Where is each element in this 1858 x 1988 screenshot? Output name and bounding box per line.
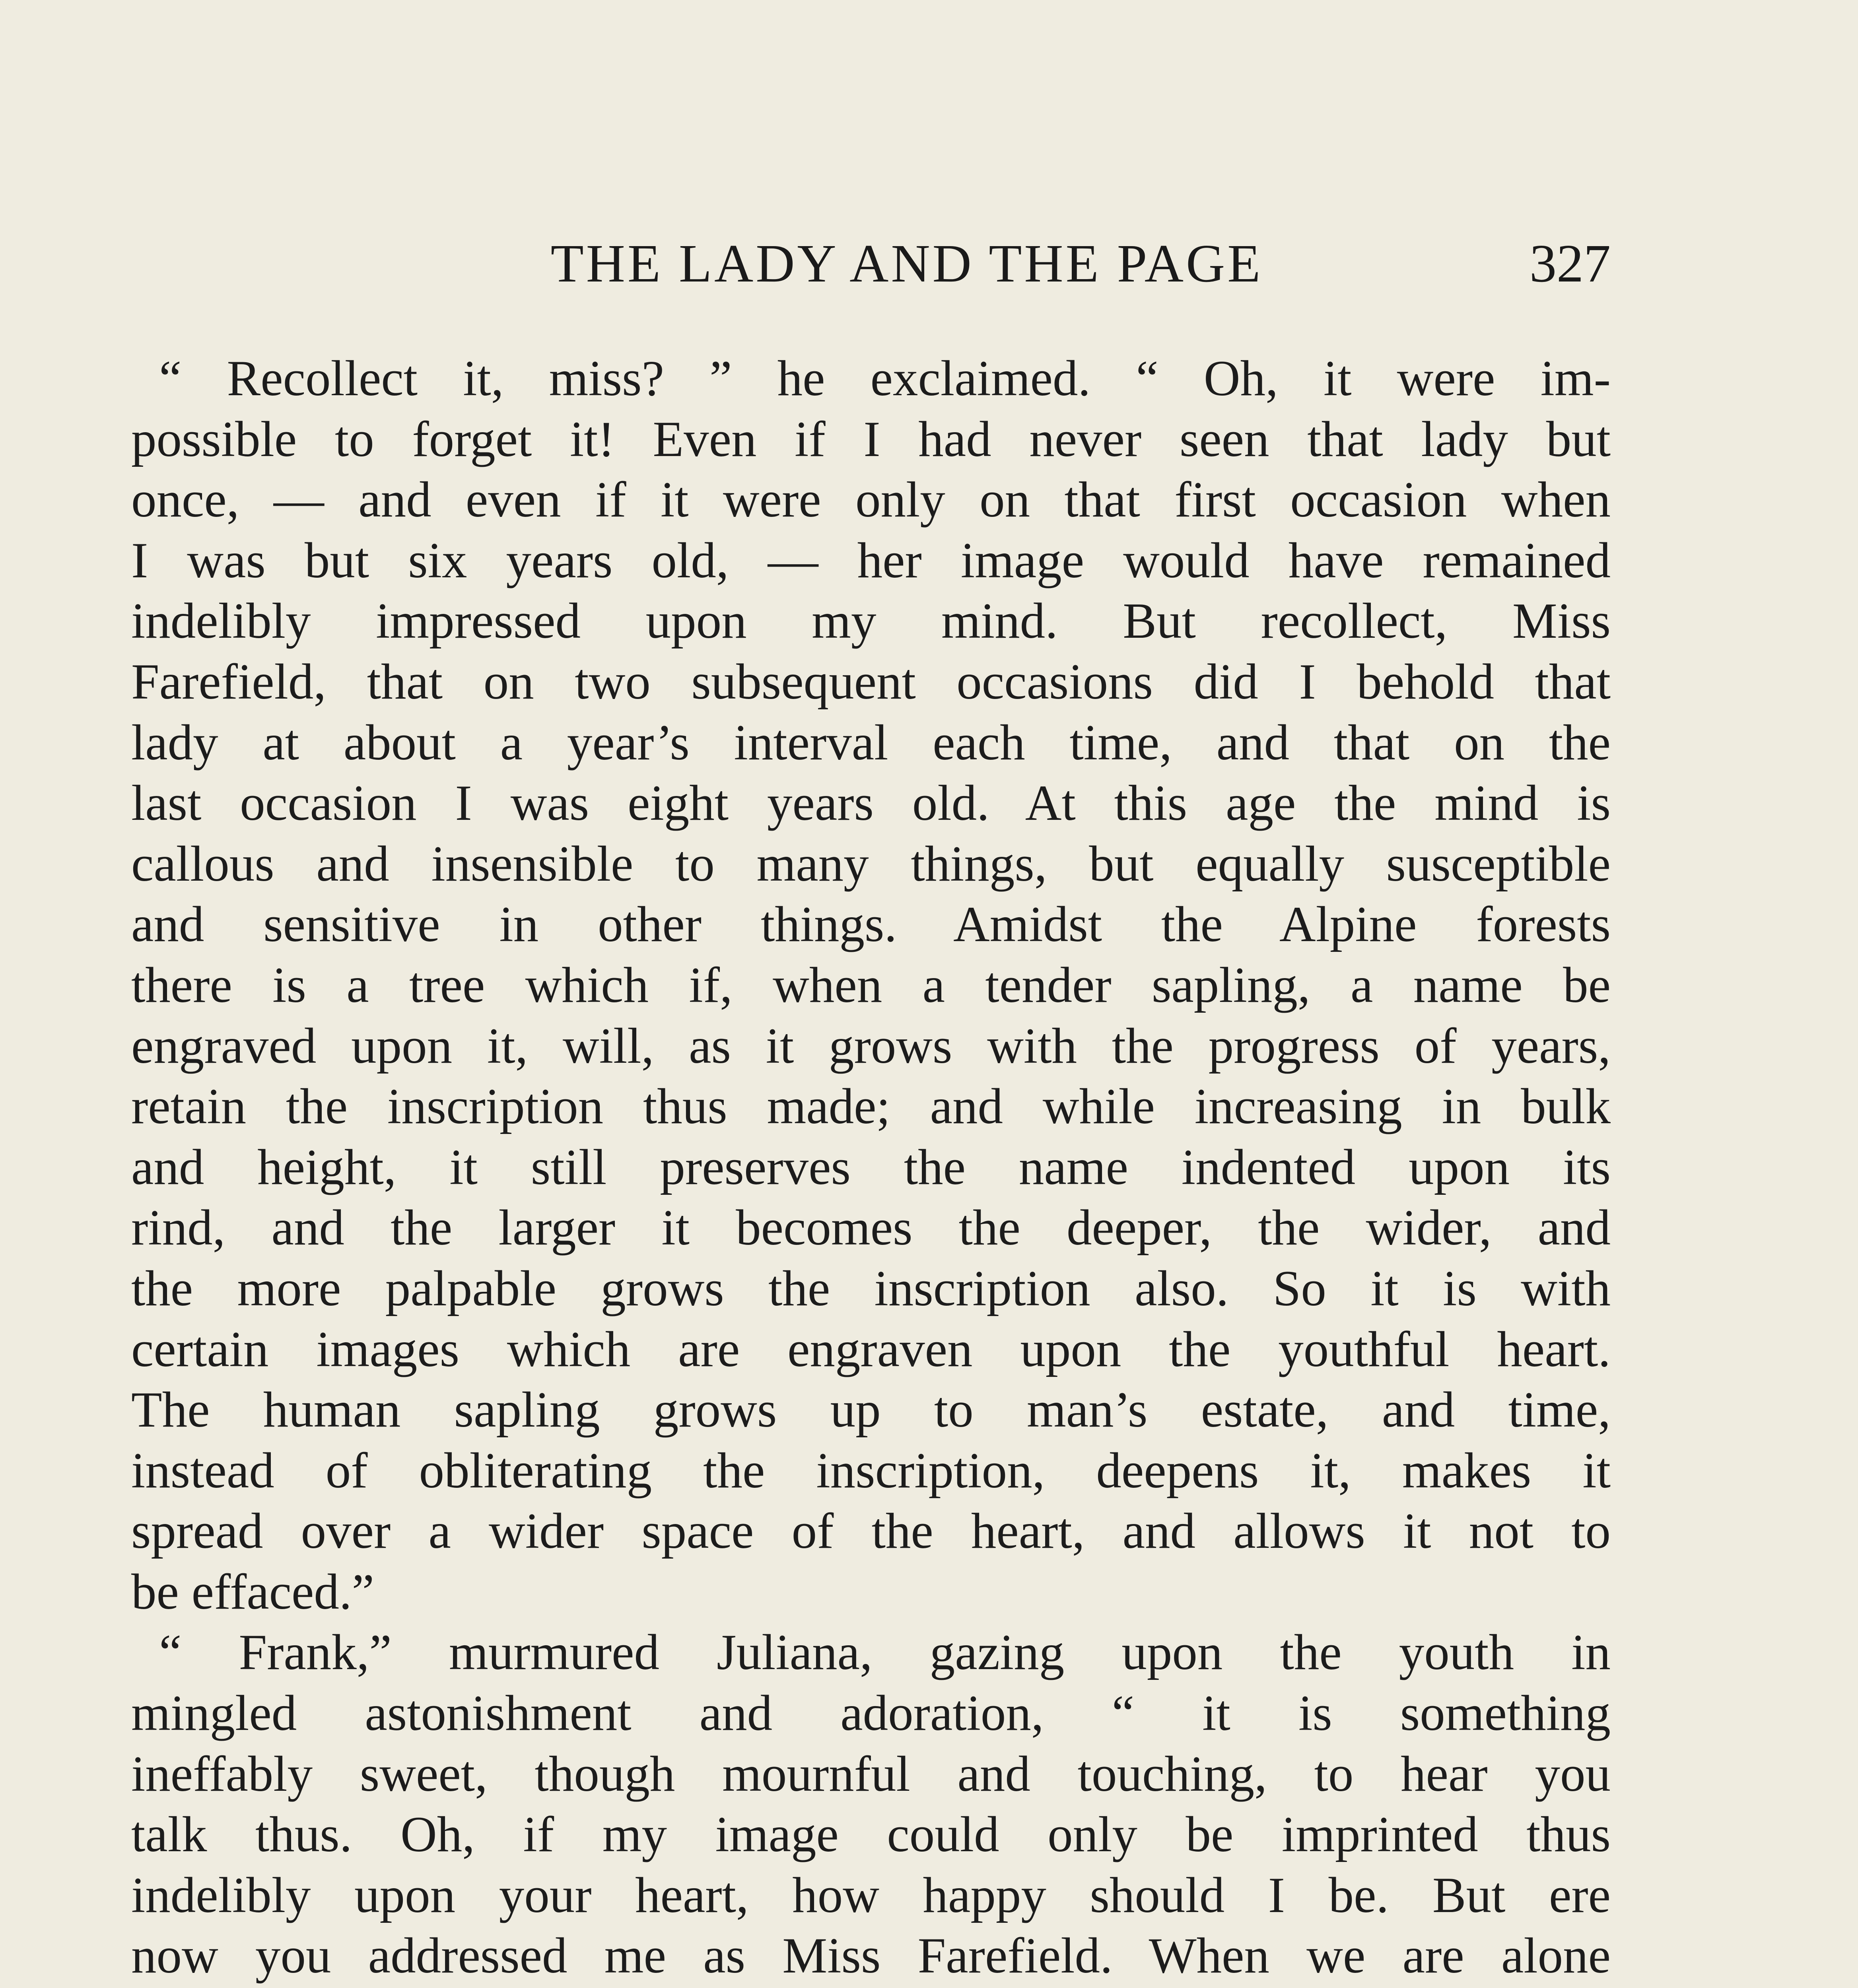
text-line: “ Frank,” murmured Juliana, gazing upon the youth in [159, 1625, 1611, 1681]
paragraph [131, 1622, 1611, 1988]
body-text [131, 348, 1611, 1988]
text-line: “ Recollect it, miss? ” he exclaimed. “ Oh, it were im- [159, 351, 1611, 406]
text-line: now you addressed me as Miss Farefield. When we are alone [131, 1928, 1611, 1984]
text-line: Farefield, that on two subsequent occasions did I behold that [131, 654, 1611, 710]
text-line: certain images which are engraven upon the youthful heart. [131, 1321, 1611, 1377]
text-line: once, — and even if it were only on that first occasion when [131, 472, 1611, 528]
running-title: THE LADY AND THE PAGE [550, 234, 1263, 293]
text-line: possible to forget it! Even if I had never seen that lady but [131, 411, 1611, 467]
text-line: callous and insensible to many things, but equally susceptible [131, 836, 1611, 892]
text-line: indelibly impressed upon my mind. But recollect, Miss [131, 593, 1611, 649]
text-line: the more palpable grows the inscription also. So it is with [131, 1260, 1611, 1316]
text-line: indelibly upon your heart, how happy should I be. But ere [131, 1867, 1611, 1923]
page-header [131, 234, 1611, 293]
text-line: instead of obliterating the inscription, deepens it, makes it [131, 1442, 1611, 1499]
text-line: there is a tree which if, when a tender sapling, a name be [131, 957, 1611, 1013]
text-line: engraved upon it, will, as it grows with the progress of years, [131, 1018, 1611, 1074]
text-line: last occasion I was eight years old. At this age the mind is [131, 775, 1611, 831]
text-line: talk thus. Oh, if my image could only be imprinted thus [131, 1807, 1611, 1863]
text-line: and sensitive in other things. Amidst the Alpine forests [131, 897, 1611, 953]
text-line: I was but six years old, — her image would have remained [131, 532, 1611, 588]
text-line: lady at about a year’s interval each time, and that on the [131, 714, 1611, 771]
text-line: and height, it still preserves the name indented upon its [131, 1139, 1611, 1195]
text-line: spread over a wider space of the heart, and allows it not to [131, 1503, 1611, 1559]
text-line [131, 1986, 1611, 1988]
text-line: mingled astonishment and adoration, “ it is something [131, 1685, 1611, 1741]
page-number: 327 [1530, 234, 1611, 293]
text-line: ineffably sweet, though mournful and touching, to hear you [131, 1746, 1611, 1802]
paragraph [131, 348, 1611, 1622]
text-line: be effaced.” [131, 1564, 375, 1620]
text-line: rind, and the larger it becomes the deeper, the wider, and [131, 1200, 1611, 1256]
text-line: The human sapling grows up to man’s estate, and time, [131, 1382, 1611, 1438]
text-line: retain the inscription thus made; and while increasing in bulk [131, 1079, 1611, 1135]
